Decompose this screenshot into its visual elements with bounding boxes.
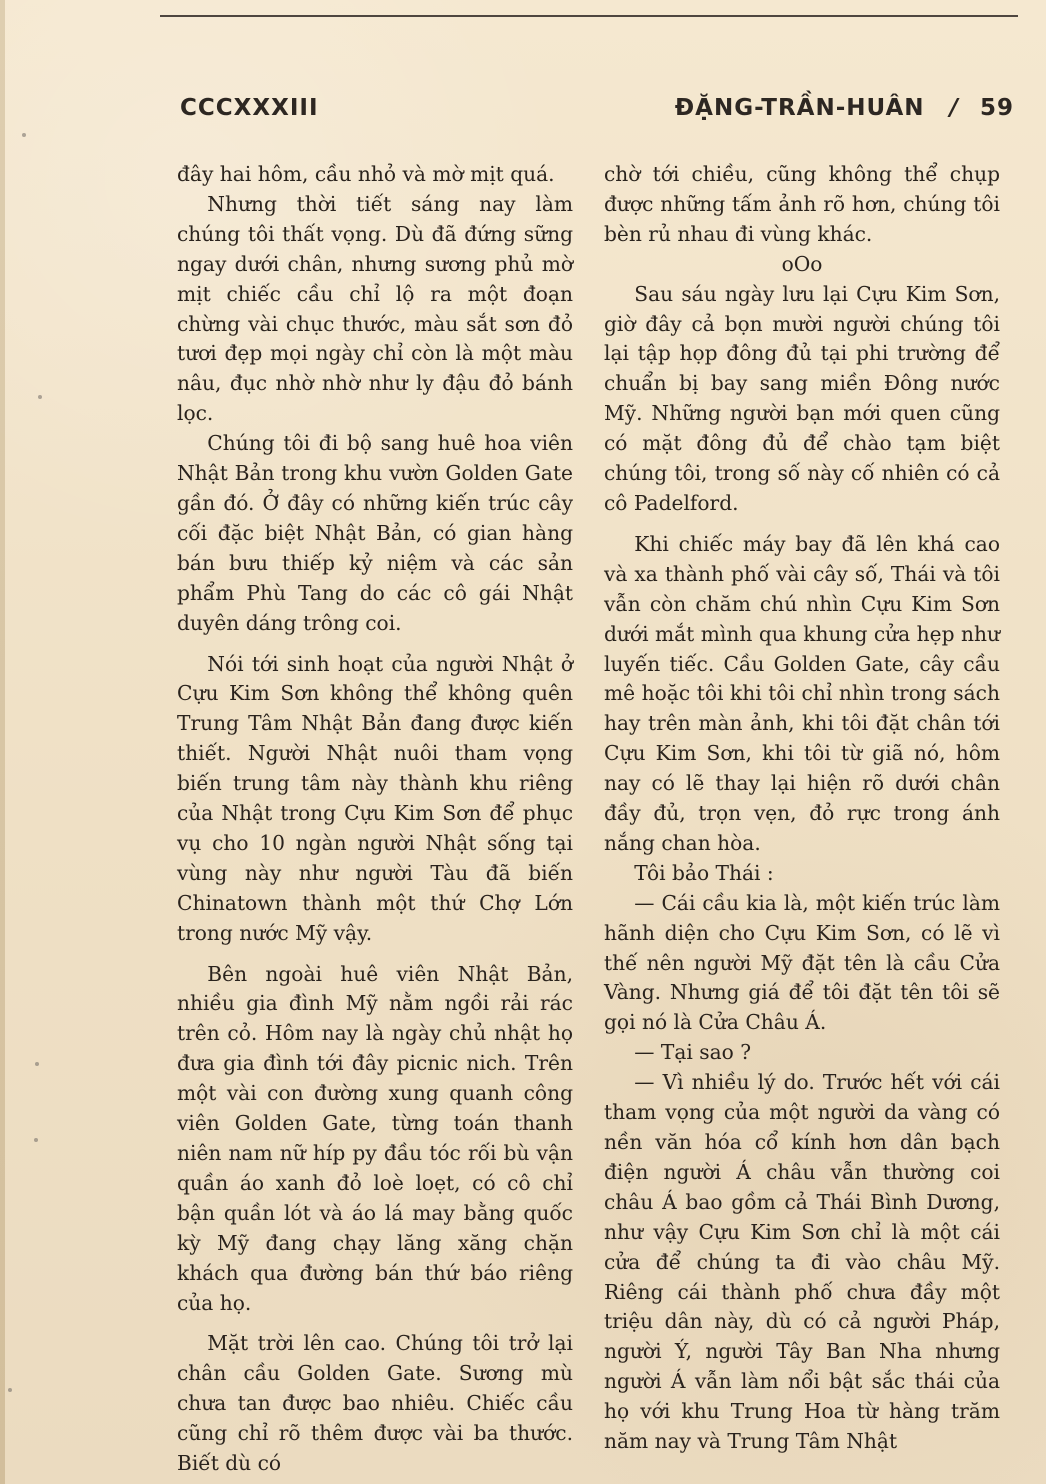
paragraph: Mặt trời lên cao. Chúng tôi trở lại chân cầu Golden Gate. Sương mù chưa tan được bao nhiêu. Chiếc cầu cũng chỉ rõ thêm được vài ba thước. Biết dù có bbox=[177, 1331, 573, 1476]
paragraph: Nhưng thời tiết sáng nay làm chúng tôi thất vọng. Dù đã đứng sững ngay dưới chân, nhưng sương phủ mờ mịt chiếc cầu chỉ lộ ra một đoạn chừng vài chục thước, màu sắt sơn đỏ tươi đẹp mọi ngày chỉ còn là một màu nâu, đục nhờ nhờ như ly đậu đỏ bánh lọc. bbox=[177, 191, 573, 426]
page-number: 59 bbox=[979, 95, 1014, 121]
dialogue-paragraph: — Vì nhiều lý do. Trước hết với cái tham vọng của một người da vàng có nền văn hóa cổ kính hơn dân bạch điện người Á châu vẫn thường coi châu Á bao gồm cả Thái Bình Dương, như vậy Cựu Kim Sơn chỉ là một cái cửa để chúng ta đi vào châu Mỹ. Riêng cái thành phố chưa đầy một triệu dân này, dù có cả người Pháp, người Ý, người Tây Ban Nha nhưng người Á vẫn làm nổi bật sắc thái của họ với khu Trung Hoa từ hàng trăm năm nay và Trung Tâm Nhật bbox=[604, 1070, 1000, 1454]
paragraph: Tôi bảo Thái : bbox=[634, 860, 774, 885]
page-mark bbox=[34, 1138, 38, 1142]
paragraph: chờ tới chiều, cũng không thể chụp được những tấm ảnh rõ hơn, chúng tôi bèn rủ nhau đi vùng khác. bbox=[604, 162, 1000, 246]
section-break: oOo bbox=[781, 251, 823, 276]
paragraph: Sau sáu ngày lưu lại Cựu Kim Sơn, giờ đây cả bọn mười người chúng tôi lại tập họp đông đủ tại phi trường để chuẩn bị bay sang miền Đông nước Mỹ. Những người bạn mới quen cũng có mặt đông đủ để chào tạm biệt chúng tôi, trong số này cố nhiên có cả cô Padelford. bbox=[604, 281, 1000, 515]
section-number: CCCXXXIII bbox=[180, 95, 319, 121]
dialogue-paragraph: — Tại sao ? bbox=[634, 1040, 752, 1065]
page-mark bbox=[8, 1388, 12, 1392]
right-column bbox=[604, 160, 1000, 1457]
author-name: ĐẶNG-TRẦN-HUÂN bbox=[674, 95, 925, 121]
page-mark bbox=[22, 133, 26, 137]
paragraph: đây hai hôm, cầu nhỏ và mờ mịt quá. bbox=[177, 162, 555, 186]
paragraph: Khi chiếc máy bay đã lên khá cao và xa thành phố vài cây số, Thái và tôi vẫn còn chăm chú nhìn Cựu Kim Sơn dưới mắt mình qua khung cửa hẹp như luyến tiếc. Cầu Golden Gate, cây cầu mê hoặc tôi khi tôi chỉ nhìn trong sách hay trên màn ảnh, khi tôi đặt chân tới Cựu Kim Sơn, khi tôi từ giã nó, hôm nay có lẽ thay lại hiện rõ dưới chân đầy đủ, trọn vẹn, đỏ rực trong ánh nắng chan hòa. bbox=[604, 531, 1000, 855]
top-rule bbox=[160, 15, 1018, 17]
header-separator: / bbox=[949, 95, 959, 121]
paragraph: Chúng tôi đi bộ sang huê hoa viên Nhật Bản trong khu vườn Golden Gate gần đó. Ở đây có những kiến trúc cây cối đặc biệt Nhật Bản, có gian hàng bán bưu thiếp kỷ niệm và các sản phẩm Phù Tang do các cô gái Nhật duyên dáng trông coi. bbox=[177, 431, 573, 635]
page-mark bbox=[35, 1062, 39, 1066]
paragraph: Bên ngoài huê viên Nhật Bản, nhiều gia đình Mỹ nằm ngồi rải rác trên cỏ. Hôm nay là ngày chủ nhật họ đưa gia đình tới đây picnic nich. Trên một vài con đường xung quanh công viên Golden Gate, từng toán thanh niên nam nữ híp py đầu tóc rối bù vận quần áo xanh đỏ loè loẹt, có cô chỉ bận quần lót và áo lá may bằng quốc kỳ Mỹ đang chạy lăng xăng chặn khách qua đường bán thứ báo riêng của họ. bbox=[177, 961, 573, 1315]
page-mark bbox=[38, 395, 42, 399]
paragraph: Nói tới sinh hoạt của người Nhật ở Cựu Kim Sơn không thể không quên Trung Tâm Nhật Bản đang được kiến thiết. Người Nhật nuôi tham vọng biến trung tâm này thành khu riêng của Nhật trong Cựu Kim Sơn để phục vụ cho 10 ngàn người Nhật sống tại vùng này như người Tàu đã biến Chinatown thành một thứ Chợ Lớn trong nước Mỹ vậy. bbox=[177, 651, 573, 945]
page-edge bbox=[0, 0, 5, 1484]
left-column bbox=[177, 160, 573, 1479]
dialogue-paragraph: — Cái cầu kia là, một kiến trúc làm hãnh diện cho Cựu Kim Sơn, có lẽ vì thế nên người Mỹ đặt tên là cầu Cửa Vàng. Nhưng giá để tôi đặt tên tôi sẽ gọi nó là Cửa Châu Á. bbox=[604, 890, 1000, 1035]
running-header bbox=[675, 95, 1014, 121]
